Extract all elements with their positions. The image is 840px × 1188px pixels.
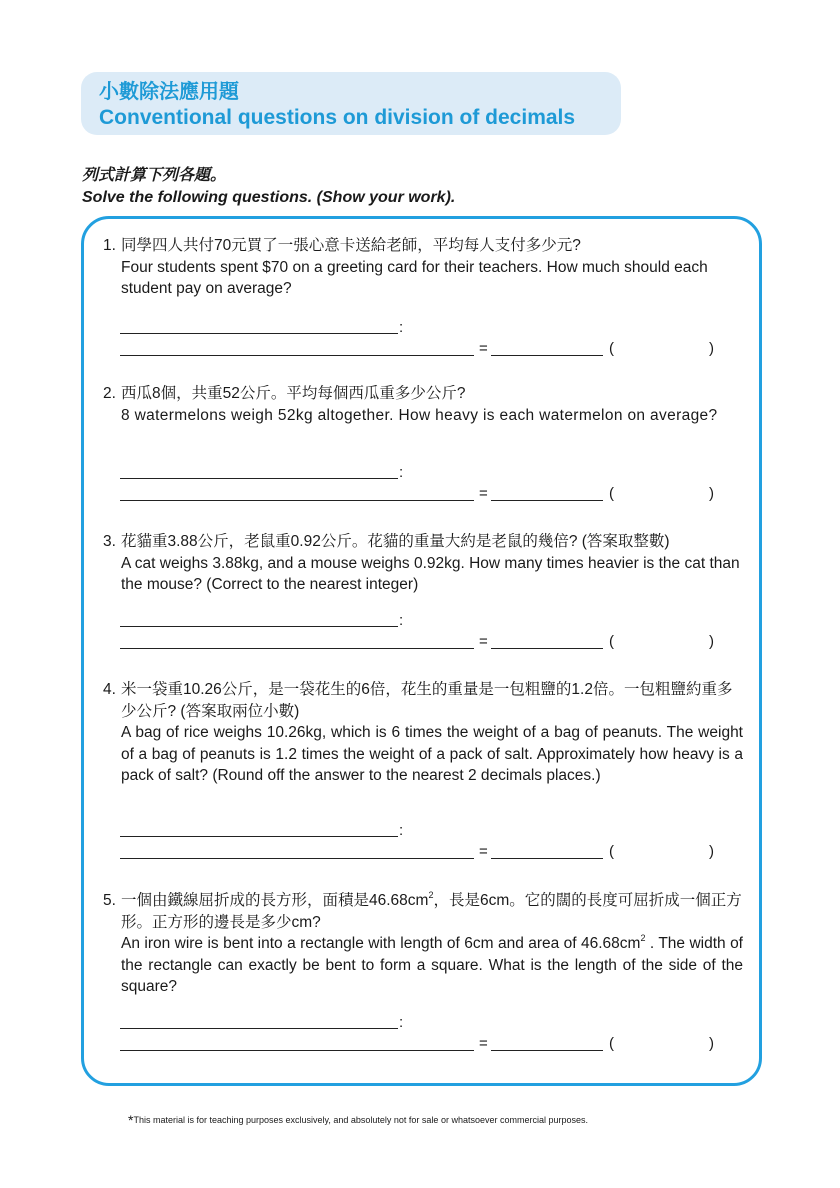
question-number: 2. <box>103 385 116 402</box>
question-text-en: Four students spent $70 on a greeting card for their teachers. How much should each student pay on average? <box>121 258 708 297</box>
answer-area-2[interactable] <box>120 464 730 508</box>
superscript-2: 2 <box>640 933 646 943</box>
question-text-en: An iron wire is bent into a rectangle with length of 6cm and area of $46.68cm^2$ . The width of the rectangle can exactly be bent to form a square. What is the length of the side of the square? <box>121 933 743 995</box>
question-4 <box>103 679 743 787</box>
equals-sign: = <box>479 633 488 650</box>
question-number: 4. <box>103 681 116 698</box>
equation-line[interactable] <box>120 500 474 501</box>
question-number: 5. <box>103 892 116 909</box>
page-title-en: Conventional questions on division of decimals <box>99 106 576 129</box>
question-text-zh: 同學四人共付70元買了一張心意卡送給老師，平均每人支付多少元? <box>121 237 581 254</box>
instructions <box>82 165 455 209</box>
unit-paren-close: ) <box>709 843 714 860</box>
equation-line[interactable] <box>120 355 474 356</box>
question-number: 1. <box>103 237 116 254</box>
answer-line[interactable] <box>491 858 603 859</box>
question-text-en: 8 watermelons weigh 52kg altogether. How heavy is each watermelon on average? <box>121 406 718 424</box>
colon: : <box>399 1014 404 1031</box>
answer-area-3[interactable] <box>120 612 730 656</box>
unit-paren-close: ) <box>709 1035 714 1052</box>
answer-line[interactable] <box>491 355 603 356</box>
equals-sign: = <box>479 843 488 860</box>
equation-line[interactable] <box>120 1050 474 1051</box>
unit-paren-open: ( <box>609 1035 614 1052</box>
instruction-zh: 列式計算下列各題。 <box>82 167 227 184</box>
question-text-en: A bag of rice weighs 10.26kg, which is 6 times the weight of a bag of peanuts. The weight of a bag of peanuts is 1.2 times the weight of a pack of salt. Approximately how heavy is a pack of salt? (Round off the answer to the nearest 2 decimals places.) <box>121 724 743 784</box>
answer-area-5[interactable] <box>120 1014 730 1058</box>
unit-paren-close: ) <box>709 485 714 502</box>
equation-line[interactable] <box>120 858 474 859</box>
equals-sign: = <box>479 485 488 502</box>
superscript-2: 2 <box>428 890 434 900</box>
question-5 <box>103 890 743 998</box>
instruction-en: Solve the following questions. (Show your work). <box>82 189 456 206</box>
footer-text: This material is for teaching purposes exclusively, and absolutely not for sale or whatsoever commercial purposes. <box>133 1115 588 1125</box>
working-line[interactable] <box>120 626 398 627</box>
equals-sign: = <box>479 1035 488 1052</box>
colon: : <box>399 612 404 629</box>
footer-note <box>128 1112 588 1128</box>
question-number: 3. <box>103 533 116 550</box>
unit-paren-close: ) <box>709 340 714 357</box>
footnote-star: * <box>128 1112 134 1128</box>
question-1 <box>103 235 743 300</box>
colon: : <box>399 822 404 839</box>
working-line[interactable] <box>120 478 398 479</box>
equals-sign: = <box>479 340 488 357</box>
colon: : <box>399 319 404 336</box>
answer-area-4[interactable] <box>120 822 730 866</box>
colon: : <box>399 464 404 481</box>
question-text-zh: 米一袋重10.26公斤，是一袋花生的6倍，花生的重量是一包粗鹽的1.2倍。一包粗鹽約重多少公斤? (答案取兩位小數) <box>121 681 733 720</box>
question-text-zh: 西瓜8個，共重52公斤。平均每個西瓜重多少公斤? <box>121 385 466 402</box>
page-title-zh: 小數除法應用題 <box>99 81 239 103</box>
question-text-zh: 花貓重3.88公斤，老鼠重0.92公斤。花貓的重量大約是老鼠的幾倍? (答案取整數) <box>121 533 670 550</box>
unit-paren-close: ) <box>709 633 714 650</box>
answer-line[interactable] <box>491 500 603 501</box>
equation-line[interactable] <box>120 648 474 649</box>
working-line[interactable] <box>120 1028 398 1029</box>
question-3 <box>103 531 743 596</box>
unit-paren-open: ( <box>609 843 614 860</box>
working-line[interactable] <box>120 333 398 334</box>
title-banner <box>81 72 621 135</box>
question-text-en: A cat weighs 3.88kg, and a mouse weighs 0.92kg. How many times heavier is the cat than the mouse? (Correct to the nearest integer) <box>121 554 740 593</box>
unit-paren-open: ( <box>609 485 614 502</box>
question-2 <box>103 383 743 426</box>
answer-line[interactable] <box>491 1050 603 1051</box>
answer-line[interactable] <box>491 648 603 649</box>
unit-paren-open: ( <box>609 633 614 650</box>
unit-paren-open: ( <box>609 340 614 357</box>
question-text-zh: 一個由鐵線屈折成的長方形，面積是$46.68cm^2$，長是6cm。它的闊的長度可屈折成一個正方形。正方形的邊長是多少cm? <box>121 890 742 931</box>
answer-area-1[interactable] <box>120 319 730 363</box>
working-line[interactable] <box>120 836 398 837</box>
